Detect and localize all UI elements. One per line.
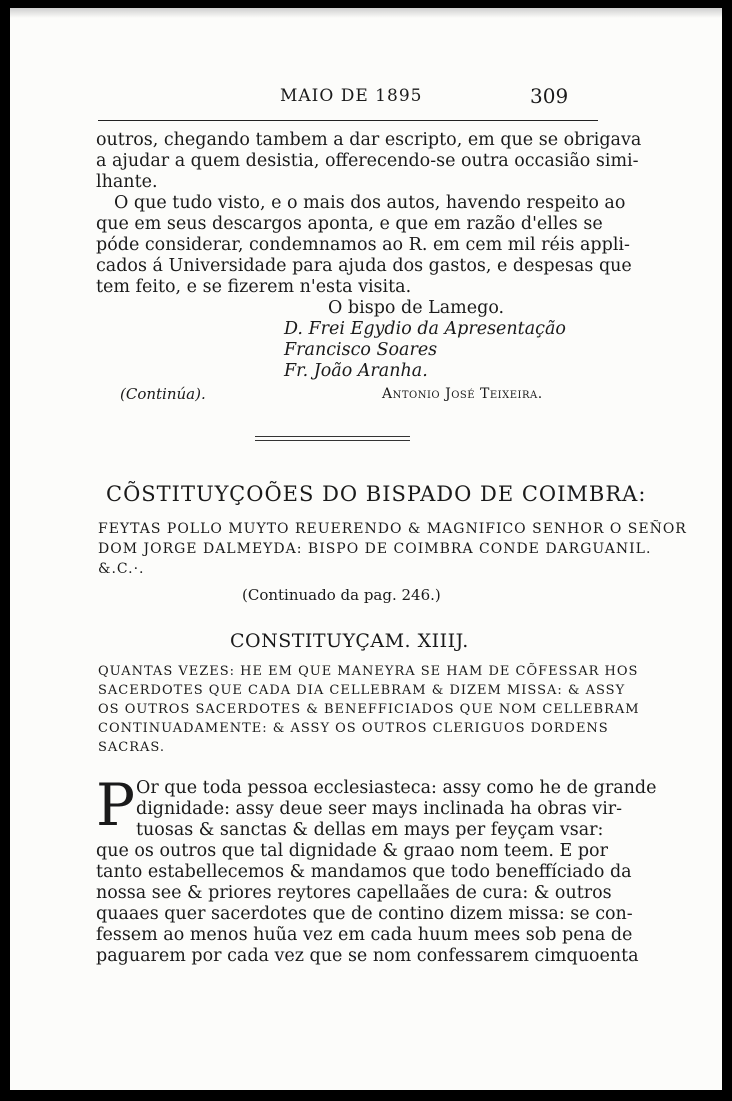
page-edge-shadow [10,8,722,18]
section-summary [98,664,640,759]
text-line: O que tudo visto, e o mais dos autos, havendo respeito ao [114,193,626,213]
running-header: MAIO DE 1895 [280,86,423,106]
body-line: tuosas & sanctas & dellas em mays per feyçam vsar: [136,820,604,840]
continued-note: (Continuado da pag. 246.) [242,586,441,604]
subtitle-line: DOM JORGE DALMEYDA: BISPO DE COIMBRA CONDE DARGUANIL. [98,541,652,557]
body-text [96,771,657,967]
text-line: outros, chegando tambem a dar escripto, em que se obrigava [96,130,642,150]
signature-line-1: O bispo de Lamego. [328,298,505,318]
signature-line-2: D. Frei Egydio da Apresentação [284,319,566,339]
section-divider-top [255,436,410,437]
drop-cap: P [96,771,136,839]
text-line: lhante. [96,172,158,192]
document-page [10,8,722,1090]
signature-line-3: Francisco Soares [284,340,438,360]
body-line: tanto estabellecemos & mandamos que todo beneffíciado da [96,862,632,882]
text-line: cados á Universidade para ajuda dos gastos, e despesas que [96,256,632,276]
section-divider-bottom [255,440,410,441]
body-line: dignidade: assy deue seer mays inclinada ha obras vir- [136,799,623,819]
header-rule [98,120,598,121]
author-name: Antonio José Teixeira. [382,386,543,402]
text-line: tem feito, e se fizerem n'esta visita. [96,277,412,297]
body-line: fessem ao menos huũa vez em cada huum mees sob pena de [96,925,633,945]
summary-line: OS OUTROS SACERDOTES & BENEFFICIADOS QUE NOM CELLEBRAM [98,702,640,717]
subtitle-line: &.C.·. [98,561,145,577]
text-line: que em seus descargos aponta, e que em razão d'elles se [96,214,603,234]
body-line: paguarem por cada vez que se nom confessarem cimquoenta [96,946,639,966]
letter-paragraph-2 [96,193,632,298]
article-subtitle [98,521,687,581]
page-number: 309 [530,84,569,108]
letter-paragraph-1 [96,130,642,193]
summary-line: SACRAS. [98,740,165,755]
article-title: CÕSTITUYÇOÕES DO BISPADO DE COIMBRA: [106,482,647,506]
body-line: Or que toda pessoa ecclesiasteca: assy como he de grande [136,778,657,798]
body-line: nossa see & priores reytores capellaães de cura: & outros [96,883,612,903]
body-line: quaaes quer sacerdotes que de contino dizem missa: se con- [96,904,633,924]
signature-line-4: Fr. João Aranha. [284,361,428,381]
body-line: que os outros que tal dignidade & graao nom teem. E por [96,841,608,861]
summary-line: SACERDOTES QUE CADA DIA CELLEBRAM & DIZEM MISSA: & ASSY [98,683,626,698]
summary-line: CONTINUADAMENTE: & ASSY OS OUTROS CLERIGUOS DORDENS [98,721,609,736]
text-line: póde considerar, condemnamos ao R. em cem mil réis appli- [96,235,630,255]
summary-line: QUANTAS VEZES: HE EM QUE MANEYRA SE HAM DE CÕFESSAR HOS [98,664,639,679]
subtitle-line: FEYTAS POLLO MUYTO REUERENDO & MAGNIFICO SENHOR O SEÑOR [98,521,687,537]
continua-note: (Continúa). [120,385,206,403]
section-title: CONSTITUYÇAM. XIIIJ. [230,630,469,652]
text-line: a ajudar a quem desistia, offerecendo-se outra occasião simi- [96,151,639,171]
